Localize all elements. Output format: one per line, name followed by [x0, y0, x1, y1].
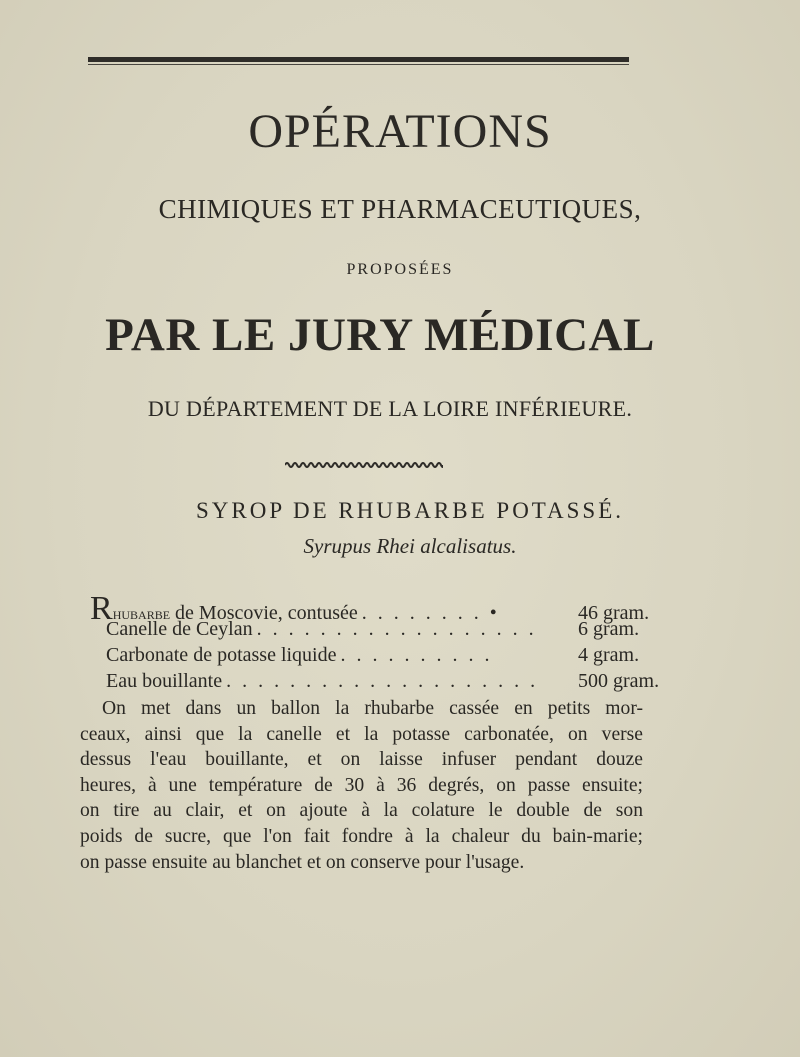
jury-heading: PAR LE JURY MÉDICAL	[105, 309, 655, 361]
leader-dots: . . . . . . . . . .	[340, 644, 493, 666]
top-rule-thin	[88, 64, 629, 65]
leader-dots: . . . . . . . . . . . . . . . . . .	[256, 618, 537, 640]
ingredient-quantity: 46 gram.	[578, 602, 650, 624]
recipe-latin-name: Syrupus Rhei alcalisatus.	[303, 534, 517, 558]
ingredient-row	[90, 590, 670, 627]
leader-dots: . . . . . . . . . . . . . . . . . . . .	[226, 670, 539, 692]
ingredient-name: Carbonate de potasse liquide	[106, 644, 337, 666]
ingredient-name: Canelle de Ceylan	[106, 618, 253, 640]
body-line: On met dans un ballon la rhubarbe cassée en petits mor-	[102, 698, 643, 719]
page-subtitle: CHIMIQUES ET PHARMACEUTIQUES,	[158, 194, 642, 224]
recipe-title: SYROP DE RHUBARBE POTASSÉ.	[195, 498, 625, 523]
page-title: OPÉRATIONS	[248, 105, 552, 158]
drop-cap: R	[90, 590, 113, 627]
ingredient-list	[90, 592, 670, 696]
ingredient-row	[90, 644, 670, 670]
ingredient-name: Eau bouillante	[106, 670, 223, 692]
body-line: on passe ensuite au blanchet et on conserve pour l'usage.	[80, 851, 525, 873]
body-line: on tire au clair, et on ajoute à la colature le double de son	[80, 800, 643, 822]
top-rule	[88, 57, 629, 62]
body-line: dessus l'eau bouillante, et on laisse infuser pendant douze	[80, 749, 643, 771]
ingredient-row	[90, 670, 670, 696]
ingredient-row	[90, 618, 670, 644]
recipe-instructions	[80, 696, 643, 875]
departement-heading: DU DÉPARTEMENT DE LA LOIRE INFÉRIEURE.	[147, 396, 633, 421]
leader-dots: . . . . . . . . •	[361, 602, 500, 624]
proposees-heading: PROPOSÉES	[346, 261, 454, 278]
ingredient-name-rest: de Moscovie, contusée	[170, 602, 358, 624]
ornament-divider	[285, 461, 443, 469]
body-line: ceaux, ainsi que la canelle et la potasse carbonatée, on verse	[80, 723, 643, 745]
body-line: poids de sucre, que l'on fait fondre à la chaleur du bain-marie;	[80, 825, 643, 847]
body-line: heures, à une température de 30 à 36 degrés, on passe ensuite;	[80, 774, 643, 796]
ingredient-quantity: 6 gram.	[578, 618, 640, 640]
ingredient-smallcaps: hubarbe	[112, 604, 171, 623]
ingredient-quantity: 500 gram.	[578, 670, 660, 692]
ingredient-quantity: 4 gram.	[578, 644, 640, 666]
